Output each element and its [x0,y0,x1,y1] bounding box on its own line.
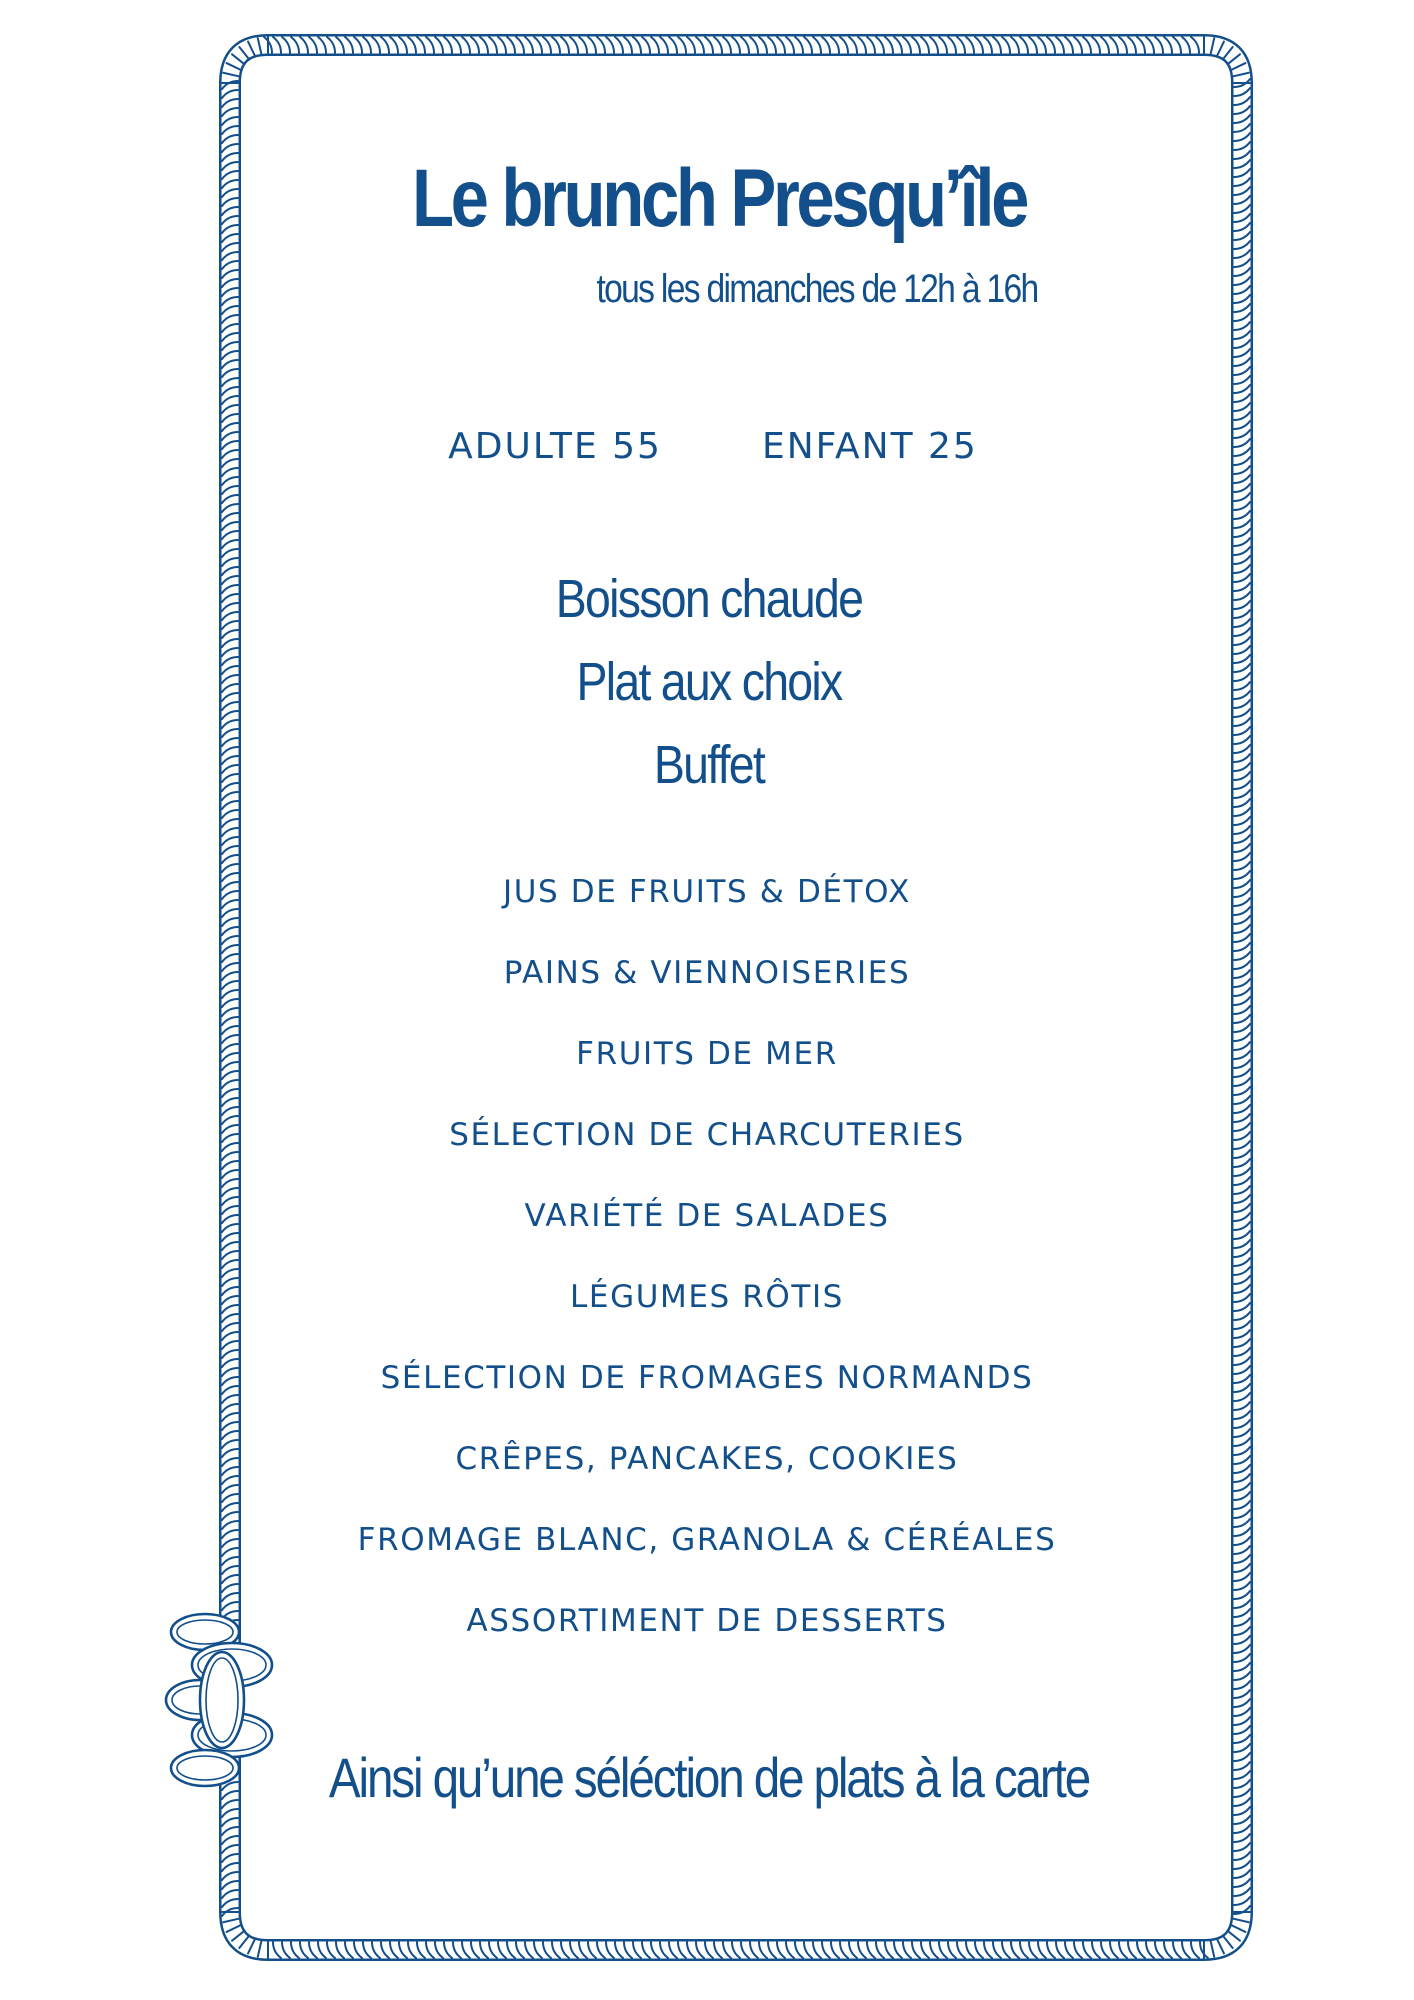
page-title: Le brunch Presqu’île [411,153,1027,244]
buffet-item: FROMAGE BLANC, GRANOLA & CÉRÉALES [357,1522,1057,1558]
buffet-item: VARIÉTÉ DE SALADES [524,1198,890,1234]
price-line [6,426,1414,467]
rope-border-strands [222,37,1250,1958]
footer-note: Ainsi qu’une séléction de plats à la carte [328,1746,1090,1809]
child-price: ENFANT 25 [761,426,978,467]
buffet-item: SÉLECTION DE FROMAGES NORMANDS [380,1360,1034,1396]
buffet-item: ASSORTIMENT DE DESSERTS [466,1603,948,1639]
buffet-item: LÉGUMES RÔTIS [570,1279,844,1315]
course-item: Boisson chaude [555,569,863,629]
page-subtitle: tous les dimanches de 12h à 16h [596,267,1038,311]
adult-price: ADULTE 55 [448,426,662,467]
course-item: Plat aux choix [576,652,842,712]
buffet-item: CRÊPES, PANCAKES, COOKIES [455,1441,959,1477]
buffet-item: JUS DE FRUITS & DÉTOX [502,874,912,910]
buffet-item: PAINS & VIENNOISERIES [503,955,911,991]
buffet-item: SÉLECTION DE CHARCUTERIES [449,1117,965,1153]
buffet-item: FRUITS DE MER [576,1036,838,1072]
course-item: Buffet [653,735,765,795]
